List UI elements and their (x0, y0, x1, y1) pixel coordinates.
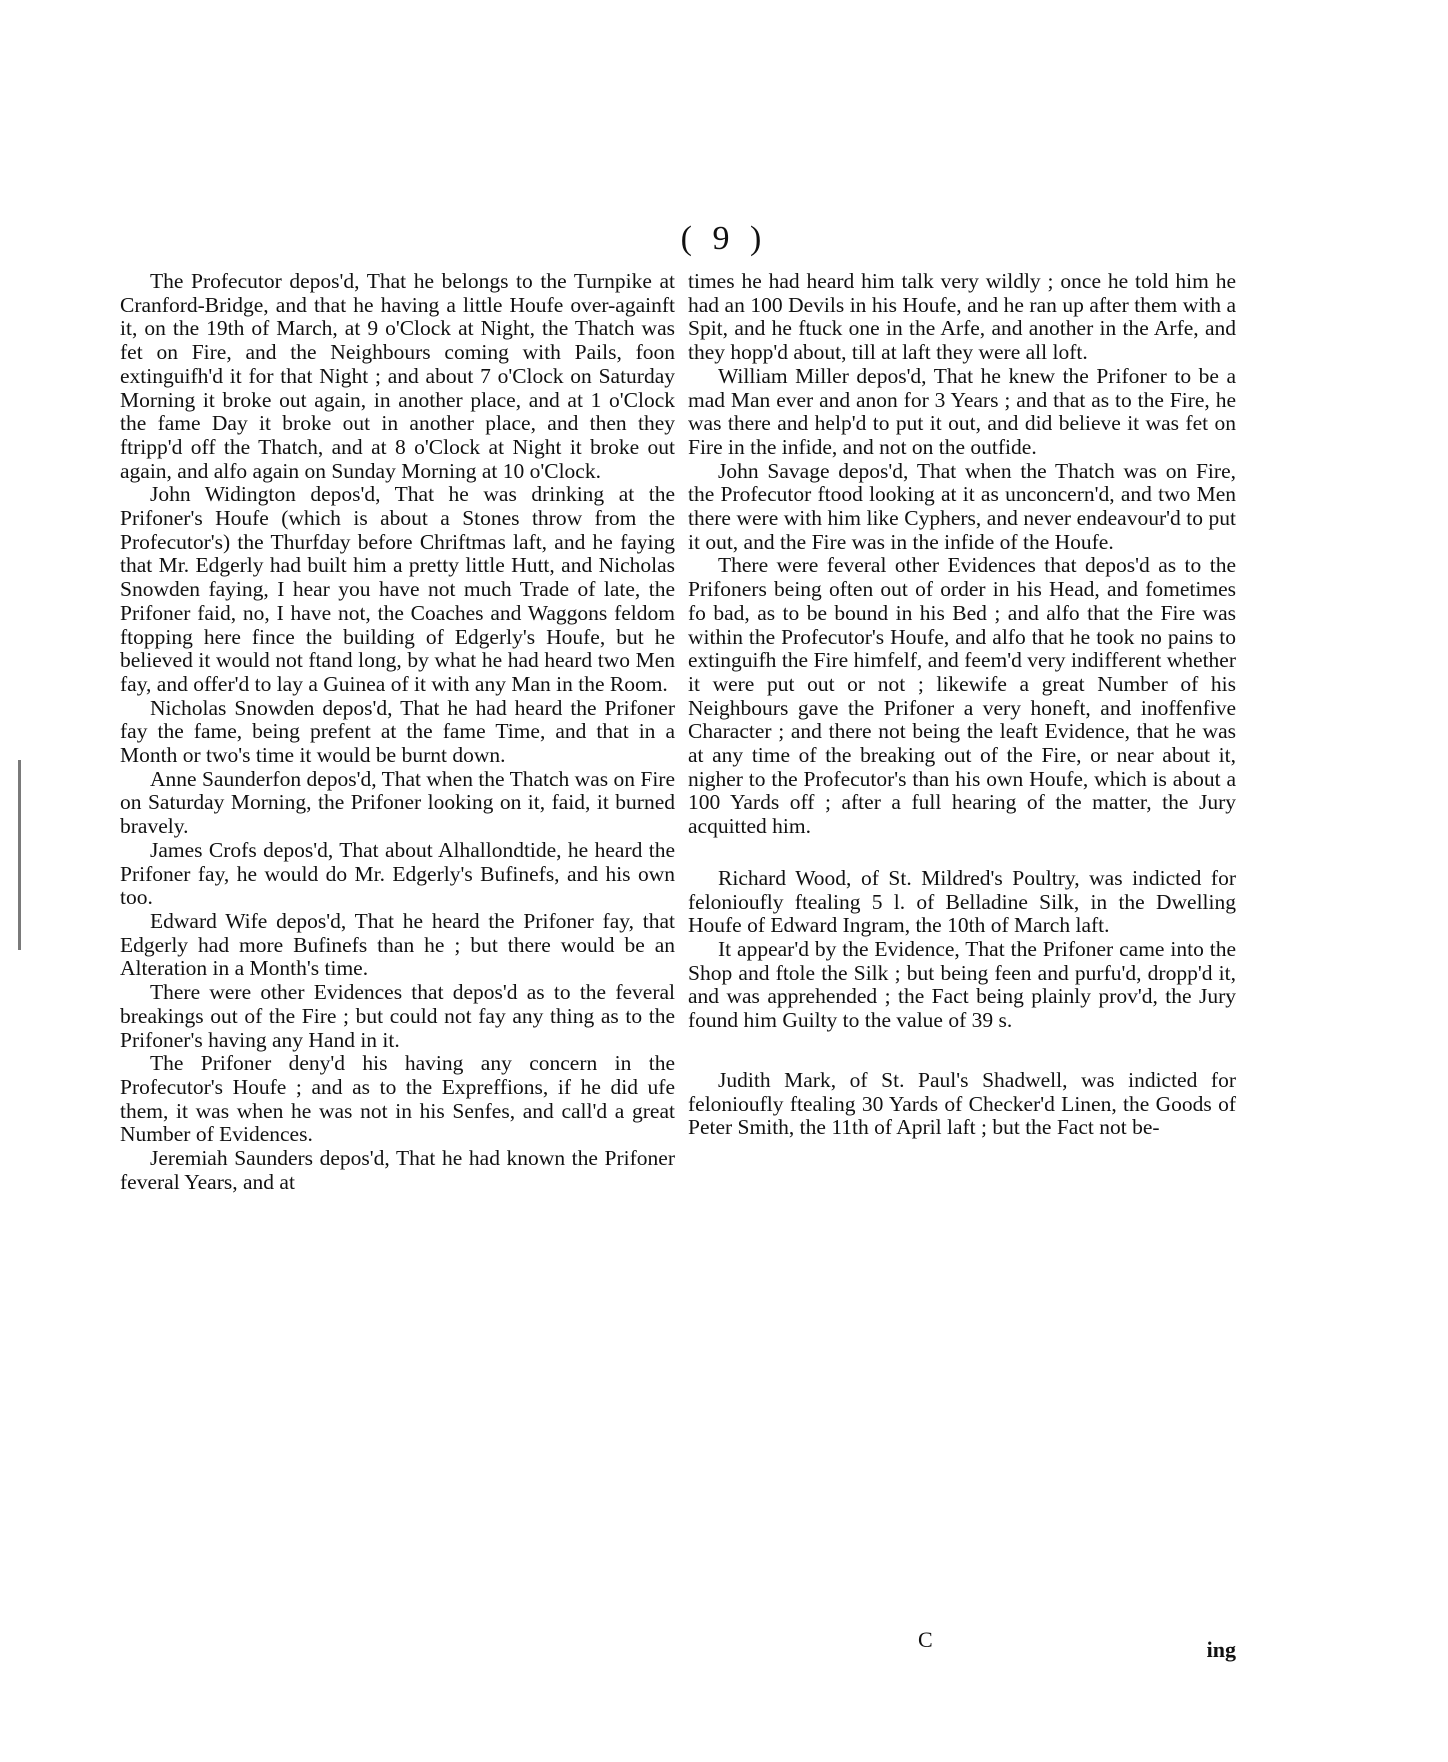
paragraph: The Profecutor depos'd, That he belongs to the Turnpike at Cranford-Bridge, and that he having a little Houfe over-againft it, on the 19th of March, at 9 o'Clock at Night, the Thatch was fet on Fire, and the Neighbours coming with Pails, foon extinguifh'd it for that Night ; and about 7 o'Clock on Saturday Morning it broke out again, in another place, and at 1 o'Clock the fame Day it broke out in another place, and then they ftripp'd off the Thatch, and at 8 o'Clock at Night it broke out again, and alfo again on Sunday Morning at 10 o'Clock. (120, 269, 675, 483)
signature-mark: C (918, 1627, 933, 1652)
paragraph: Nicholas Snowden depos'd, That he had heard the Prifoner fay the fame, being prefent at the fame Time, and that in a Month or two's time it would be burnt down. (120, 695, 675, 768)
paragraph: There were other Evidences that depos'd as to the feveral breakings out of the Fire ; but could not fay any thing as to the Prifoner's having any Hand in it. (120, 980, 675, 1052)
paragraph: Edward Wife depos'd, That he heard the Prifoner fay, that Edgerly had more Bufinefs than he ; but there would be an Alteration in a Month's time. (120, 908, 675, 981)
catchword: ing (1206, 1637, 1236, 1662)
paragraph: Judith Mark, of St. Paul's Shadwell, was indicted for felonioufly ftealing 30 Yards of Checker'd Linen, the Goods of Peter Smith, the 11th of April laft ; but the Fact not be- (688, 1067, 1236, 1140)
left-column (120, 270, 675, 1194)
paragraph: There were feveral other Evidences that depos'd as to the Prifoners being often out of order in his Head, and fometimes fo bad, as to be bound in his Bed ; and alfo that the Fire was within the Profecutor's Houfe, and alfo that he took no pains to extinguifh the Fire himfelf, and feem'd very indifferent whether it were put out or not ; likewife a great Number of his Neighbours gave the Prifoner a very honeft, and inoffenfive Character ; and there not being the leaft Evidence, that he was at any time of the breaking out of the Fire, or near about it, nigher to the Profecutor's than his own Houfe, which is about a 100 Yards off ; after a full hearing of the matter, the Jury acquitted him. (688, 553, 1236, 839)
scan-bleed-mark (18, 760, 21, 950)
paragraph: times he had heard him talk very wildly ; once he told him he had an 100 Devils in his Houfe, and he ran up after them with a Spit, and he ftuck one in the Arfe, and another in the Arfe, and they hopp'd about, till at laft they were all loft. (688, 269, 1236, 365)
right-column (688, 270, 1236, 1140)
paragraph: William Miller depos'd, That he knew the Prifoner to be a mad Man ever and anon for 3 Years ; and that as to the Fire, he was there and help'd to put it out, and did believe it was fet on Fire in the infide, and not on the outfide. (688, 363, 1236, 459)
paragraph: Anne Saunderfon depos'd, That when the Thatch was on Fire on Saturday Morning, the Prifoner looking on it, faid, it burned bravely. (120, 766, 675, 839)
paragraph: Richard Wood, of St. Mildred's Poultry, was indicted for felonioufly ftealing 5 l. of Belladine Silk, in the Dwelling Houfe of Edward Ingram, the 10th of March laft. (688, 865, 1236, 938)
paragraph: James Crofs depos'd, That about Alhallondtide, he heard the Prifoner fay, he would do Mr. Edgerly's Bufinefs, and his own too. (120, 837, 675, 910)
paragraph: Jeremiah Saunders depos'd, That he had known the Prifoner feveral Years, and at (120, 1146, 675, 1194)
page-number: ( 9 ) (680, 220, 768, 257)
paragraph: John Widington depos'd, That he was drinking at the Prifoner's Houfe (which is about a Stones throw from the Profecutor's) the Thurfday before Chriftmas laft, and he faying that Mr. Edgerly had built him a pretty little Hutt, and Nicholas Snowden faying, I hear you have not much Trade of late, the Prifoner faid, no, I have not, the Coaches and Waggons feldom ftopping here fince the building of Edgerly's Houfe, but he believed it would not ftand long, by what he had heard two Men fay, and offer'd to lay a Guinea of it with any Man in the Room. (120, 482, 675, 696)
paragraph: John Savage depos'd, That when the Thatch was on Fire, the Profecutor ftood looking at it as unconcern'd, and two Men there were with him like Cyphers, and never endeavour'd to put it out, and the Fire was in the infide of the Houfe. (688, 458, 1236, 554)
paragraph: The Prifoner deny'd his having any concern in the Profecutor's Houfe ; and as to the Expreffions, if he did ufe them, it was when he was not in his Senfes, and call'd a great Number of Evidences. (120, 1051, 675, 1147)
paragraph: It appear'd by the Evidence, That the Prifoner came into the Shop and ftole the Silk ; but being feen and purfu'd, dropp'd it, and was apprehended ; the Fact being plainly prov'd, the Jury found him Guilty to the value of 39 s. (688, 936, 1236, 1033)
